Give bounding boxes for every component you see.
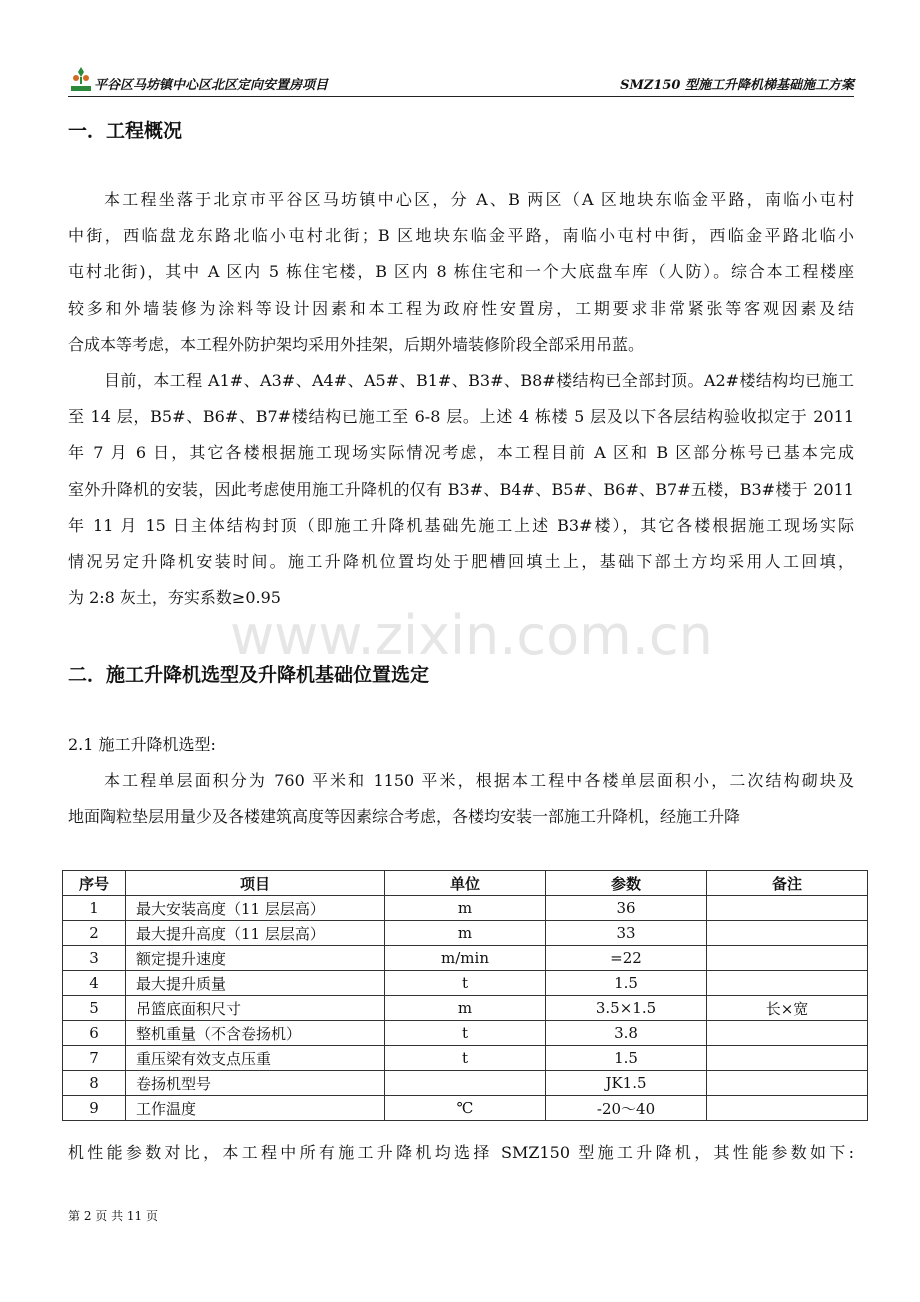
text-line: 合成本等考虑，本工程外防护架均采用外挂架，后期外墙装修阶段全部采用吊蓝。 [68,334,645,354]
table-cell [707,1071,868,1096]
company-logo-icon [70,66,92,92]
table-cell: 4 [63,971,126,996]
table-cell: 3.8 [546,1021,707,1046]
table-cell: -20～40 [546,1096,707,1121]
parameters-table [62,870,868,1121]
table-cell [707,896,868,921]
text-line: 年 11 月 15 日主体结构封顶（即施工升降机基础先施工上述 B3#楼），其它各楼根据施工现场实际 [68,515,854,535]
column-header: 单位 [385,871,546,896]
header-doc-title: SMZ150 型施工升降机梯基础施工方案 [620,78,854,93]
table-cell: 额定提升速度 [126,946,385,971]
page-footer: 第 2 页 共 11 页 [68,1209,158,1223]
table-cell: 1 [63,896,126,921]
table-row [63,921,868,946]
text-line: 情况另定升降机安装时间。施工升降机位置均处于肥槽回填土上，基础下部土方均采用人工回填， [68,552,854,571]
header-project-name: 平谷区马坊镇中心区北区定向安置房项目 [94,78,329,93]
table-cell: 重压梁有效支点压重 [126,1046,385,1071]
text-line: 本工程坐落于北京市平谷区马坊镇中心区，分 A、B 两区（A 区地块东临金平路，南临小屯村 [104,190,854,209]
table-cell: 3.5×1.5 [546,996,707,1021]
table-cell: 7 [63,1046,126,1071]
table-row [63,896,868,921]
table-row [63,1096,868,1121]
table-cell: 3 [63,946,126,971]
table-cell: 9 [63,1096,126,1121]
table-cell: t [385,1021,546,1046]
table-cell: 33 [546,921,707,946]
table-cell: m/min [385,946,546,971]
table-row [63,946,868,971]
table-cell: 长×宽 [707,996,868,1021]
table-cell [385,1071,546,1096]
table-cell: =22 [546,946,707,971]
section-1-heading: 一．工程概况 [68,120,183,142]
text-line: 室外升降机的安装，因此考虑使用施工升降机的仅有 B3#、B4#、B5#、B6#、B7#五楼，B3#楼于 2011 [68,479,854,499]
table-cell: 最大提升质量 [126,971,385,996]
table-row [63,1021,868,1046]
column-header: 项目 [126,871,385,896]
column-header: 备注 [707,871,868,896]
column-header: 序号 [63,871,126,896]
text-line: 目前，本工程 A1#、A3#、A4#、A5#、B1#、B3#、B8#楼结构已全部封顶。A2#楼结构均已施工 [104,371,854,390]
table-cell: 1.5 [546,971,707,996]
text-line: 至 14 层，B5#、B6#、B7#楼结构已施工至 6-8 层。上述 4 栋楼 5 层及以下各层结构验收拟定于 2011 [68,407,854,427]
table-cell [707,921,868,946]
table-cell [707,1021,868,1046]
table-cell: 2 [63,921,126,946]
table-row [63,971,868,996]
watermark: www.zixin.com.cn [230,604,713,667]
table-cell: 吊篮底面积尺寸 [126,996,385,1021]
table-row [63,1071,868,1096]
text-line: 地面陶粒垫层用量少及各楼建筑高度等因素综合考虑，各楼均安装一部施工升降机，经施工升降 [68,807,741,826]
table-cell: m [385,996,546,1021]
table-cell [707,1096,868,1121]
table-cell: 最大提升高度（11 层层高） [126,921,385,946]
table-cell: m [385,896,546,921]
table-cell [707,946,868,971]
section-2-heading: 二．施工升降机选型及升降机基础位置选定 [68,664,430,686]
table-cell: 8 [63,1071,126,1096]
subsection-heading: 2.1 施工升降机选型: [68,735,216,754]
text-line: 为 2:8 灰土，夯实系数≥0.95 [68,588,281,608]
table-cell: JK1.5 [546,1071,707,1096]
table-cell: 1.5 [546,1046,707,1071]
table-cell: ℃ [385,1096,546,1121]
text-line: 年 7 月 6 日，其它各楼根据施工现场实际情况考虑，本工程目前 A 区和 B 区部分栋号已基本完成 [68,443,854,463]
table-cell: m [385,921,546,946]
section-2-paragraph-continued: 机性能参数对比，本工程中所有施工升降机均选择 SMZ150 型施工升降机，其性能参数如下: [68,1143,854,1162]
column-header: 参数 [546,871,707,896]
table-cell: 最大安装高度（11 层层高） [126,896,385,921]
table-cell: 卷扬机型号 [126,1071,385,1096]
table-row [63,996,868,1021]
table-cell: 36 [546,896,707,921]
table-cell: t [385,1046,546,1071]
table-cell: 整机重量（不含卷扬机） [126,1021,385,1046]
header-divider [68,96,854,97]
table-cell: 6 [63,1021,126,1046]
table-cell [707,971,868,996]
table-cell: 5 [63,996,126,1021]
text-line: 中街，西临盘龙东路北临小屯村北街；B 区地块东临金平路，南临小屯村中街，西临金平路北临小 [68,226,854,246]
table-cell: t [385,971,546,996]
text-line: 较多和外墙装修为涂料等设计因素和本工程为政府性安置房，工期要求非常紧张等客观因素及结 [68,298,854,318]
table-row [63,1046,868,1071]
table-cell: 工作温度 [126,1096,385,1121]
table-cell [707,1046,868,1071]
text-line: 本工程单层面积分为 760 平米和 1150 平米，根据本工程中各楼单层面积小，二次结构砌块及 [104,771,854,790]
text-line: 屯村北街)，其中 A 区内 5 栋住宅楼，B 区内 8 栋住宅和一个大底盘车库（人防）。综合本工程楼座 [68,262,854,282]
